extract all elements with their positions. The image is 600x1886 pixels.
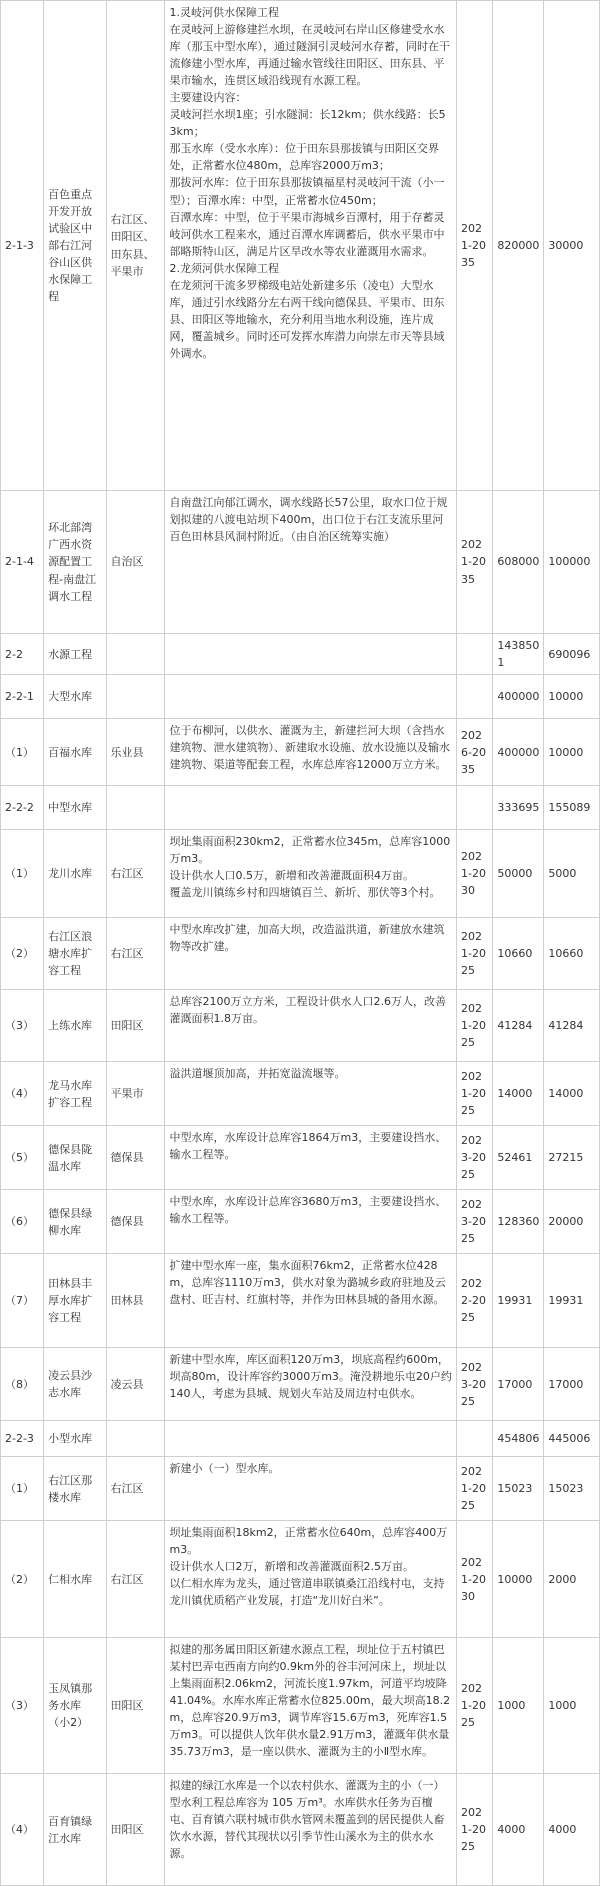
table-row <box>1 1062 600 1126</box>
total-investment: 52461 <box>493 1126 544 1190</box>
region: 右江区 <box>106 1521 165 1638</box>
table-row <box>1 918 600 990</box>
row-index: （1） <box>1 1457 44 1521</box>
project-name: 龙马水库扩容工程 <box>44 1062 106 1126</box>
project-description <box>165 990 457 1062</box>
description-line: 设计供水人口0.5万，新增和改善灌溉面积4万亩。 <box>169 869 414 883</box>
project-description <box>165 1 457 491</box>
table-row <box>1 1774 600 1886</box>
planned-investment: 20000 <box>544 1190 600 1254</box>
construction-period: 2023-2025 <box>457 1126 493 1190</box>
project-name: 仁相水库 <box>44 1521 106 1638</box>
construction-period: 2023-2025 <box>457 1348 493 1421</box>
description-line: 百潭水库：中型，位于平果市海城乡百潭村，用于存蓄灵岐河供水工程来水，通过百潭水库调蓄后，供水平果市中部略斯特山区，满足片区旱改水等农业灌溉用水需求。 <box>169 210 445 258</box>
construction-period: 2021-2025 <box>457 1457 493 1521</box>
project-description <box>165 1421 457 1457</box>
construction-period <box>457 1421 493 1457</box>
table-row <box>1 1126 600 1190</box>
project-name: 小型水库 <box>44 1421 106 1457</box>
table-row <box>1 634 600 675</box>
construction-period <box>457 675 493 719</box>
construction-period: 2021-2025 <box>457 1774 493 1886</box>
total-investment: 333695 <box>493 786 544 830</box>
description-line: 扩建中型水库一座，集水面积76km2，正常蓄水位428m，总库容1110万m3，供水对象为潞城乡政府驻地及云盘村、旺吉村、红旗村等，并作为田林县城的备用水源。 <box>169 1259 446 1307</box>
project-description <box>165 918 457 990</box>
total-investment: 4000 <box>493 1774 544 1886</box>
region: 田阳区 <box>106 1638 165 1774</box>
description-line: 新建小（一）型水库。 <box>169 1462 280 1476</box>
region: 德保县 <box>106 1126 165 1190</box>
project-description <box>165 1254 457 1348</box>
construction-period: 2021-2025 <box>457 1062 493 1126</box>
planned-investment: 10660 <box>544 918 600 990</box>
region: 右江区、田阳区、田东县、平果市 <box>106 1 165 491</box>
table-body <box>1 1 600 1886</box>
construction-period: 2021-2030 <box>457 1521 493 1638</box>
description-line: 新建中型水库，库区面积120万m3，坝底高程约600m，坝高80m，设计库容约3000万m3。淹没耕地乐屯20户约140人，考虑为县城、规划火车站及周边村屯供水。 <box>169 1353 452 1401</box>
total-investment: 14000 <box>493 1062 544 1126</box>
region: 右江区 <box>106 1457 165 1521</box>
region: 平果市 <box>106 1062 165 1126</box>
total-investment: 400000 <box>493 719 544 786</box>
description-line: 在灵岐河上游修建拦水坝，在灵岐河右岸山区修建受水水库（那玉中型水库），通过隧洞引灵岐河水存蓄，同时在干流修建小型水库，再通过输水管线往田阳区、田东县、平果市输水，连贯区域沿线现有水源工程。 <box>169 23 450 88</box>
project-name: 右江区那楼水库 <box>44 1457 106 1521</box>
description-line: 以仁相水库为龙头，通过管道串联镇桑江沿线村屯，支持龙川镇优质稻产业发展，打造“龙川好白米”。 <box>169 1577 445 1608</box>
row-index: 2-1-3 <box>1 1 44 491</box>
construction-period: 2021-2025 <box>457 1638 493 1774</box>
region: 乐业县 <box>106 719 165 786</box>
table-row <box>1 719 600 786</box>
region <box>106 1421 165 1457</box>
description-line: 主要建设内容： <box>169 91 247 105</box>
project-description <box>165 675 457 719</box>
project-description <box>165 830 457 918</box>
row-index: （2） <box>1 1521 44 1638</box>
project-description <box>165 1774 457 1886</box>
project-description <box>165 719 457 786</box>
project-name: 德保县陇温水库 <box>44 1126 106 1190</box>
row-index: （1） <box>1 830 44 918</box>
table-row <box>1 1190 600 1254</box>
construction-period: 2021-2035 <box>457 1 493 491</box>
row-index: 2-2-2 <box>1 786 44 830</box>
planned-investment: 27215 <box>544 1126 600 1190</box>
row-index: （4） <box>1 1062 44 1126</box>
construction-period <box>457 634 493 675</box>
project-description <box>165 1638 457 1774</box>
planned-investment: 15023 <box>544 1457 600 1521</box>
planned-investment: 41284 <box>544 990 600 1062</box>
table-row <box>1 491 600 634</box>
table-row <box>1 990 600 1062</box>
total-investment: 10660 <box>493 918 544 990</box>
total-investment: 1438501 <box>493 634 544 675</box>
description-line: 2.龙须河供水保障工程 <box>169 261 279 275</box>
row-index: （5） <box>1 1126 44 1190</box>
row-index: 2-2 <box>1 634 44 675</box>
row-index: （6） <box>1 1190 44 1254</box>
project-name: 百色重点开发开放试验区中部右江河谷山区供水保障工程 <box>44 1 106 491</box>
planned-investment: 30000 <box>544 1 600 491</box>
project-description <box>165 1521 457 1638</box>
row-index: 2-1-4 <box>1 491 44 634</box>
project-description <box>165 491 457 634</box>
table-row <box>1 675 600 719</box>
table-row <box>1 1457 600 1521</box>
region <box>106 675 165 719</box>
region: 自治区 <box>106 491 165 634</box>
total-investment: 400000 <box>493 675 544 719</box>
description-line: 中型水库改扩建，加高大坝，改造溢洪道，新建放水建筑物等改扩建。 <box>169 923 445 954</box>
project-name: 田林县丰厚水库扩容工程 <box>44 1254 106 1348</box>
row-index: 2-2-1 <box>1 675 44 719</box>
project-description <box>165 786 457 830</box>
description-line: 坝址集雨面积18km2，正常蓄水位640m，总库容400万m3。 <box>169 1526 448 1557</box>
construction-period <box>457 786 493 830</box>
region: 田阳区 <box>106 1774 165 1886</box>
project-name: 中型水库 <box>44 786 106 830</box>
region <box>106 786 165 830</box>
description-line: 中型水库，水库设计总库容1864万m3，主要建设挡水、输水工程等。 <box>169 1131 447 1162</box>
region: 凌云县 <box>106 1348 165 1421</box>
region: 田阳区 <box>106 990 165 1062</box>
project-description <box>165 1348 457 1421</box>
project-description <box>165 1062 457 1126</box>
planned-investment: 10000 <box>544 675 600 719</box>
description-line: 1.灵岐河供水保障工程 <box>169 6 279 19</box>
planned-investment: 4000 <box>544 1774 600 1886</box>
description-line: 灵岐河拦水坝1座；引水隧洞：长12km；供水线路：长53km； <box>169 108 446 139</box>
row-index: （1） <box>1 719 44 786</box>
total-investment: 454806 <box>493 1421 544 1457</box>
project-name: 百育镇绿江水库 <box>44 1774 106 1886</box>
project-name: 环北部湾广西水资源配置工程-南盘江调水工程 <box>44 491 106 634</box>
project-description <box>165 1190 457 1254</box>
project-name: 右江区浪塘水库扩容工程 <box>44 918 106 990</box>
construction-period: 2021-2030 <box>457 830 493 918</box>
region: 右江区 <box>106 918 165 990</box>
total-investment: 820000 <box>493 1 544 491</box>
row-index: （4） <box>1 1774 44 1886</box>
construction-period: 2021-2025 <box>457 918 493 990</box>
construction-period: 2021-2035 <box>457 491 493 634</box>
table-row <box>1 1 600 491</box>
row-index: （2） <box>1 918 44 990</box>
total-investment: 1000 <box>493 1638 544 1774</box>
description-line: 总库容2100万立方米，工程设计供水人口2.6万人，改善灌溉面积1.8万亩。 <box>169 995 446 1026</box>
region: 田林县 <box>106 1254 165 1348</box>
table-row <box>1 1254 600 1348</box>
project-name: 水源工程 <box>44 634 106 675</box>
project-name: 龙川水库 <box>44 830 106 918</box>
table-row <box>1 1521 600 1638</box>
description-line: 自南盘江向郁江调水，调水线路长57公里，取水口位于规划拟建的八渡电站坝下400m，出口位于右江支流乐里河百色田林县风洞村附近。（由自治区统筹实施） <box>169 496 448 544</box>
project-name: 玉凤镇那务水库（小2） <box>44 1638 106 1774</box>
row-index: （8） <box>1 1348 44 1421</box>
total-investment: 41284 <box>493 990 544 1062</box>
planned-investment: 155089 <box>544 786 600 830</box>
project-name: 上练水库 <box>44 990 106 1062</box>
region: 德保县 <box>106 1190 165 1254</box>
table-row <box>1 830 600 918</box>
description-line: 在龙须河干流多罗梯级电站处新建多乐（凌屯）大型水库，通过引水线路分左右两干线向德保县、平果市、田东县、田阳区等地输水，充分利用当地水利设施，连片成网，覆盖城乡。同时还可发挥水库潜力向崇左市天等县域外调水。 <box>169 278 445 360</box>
construction-period: 2021-2025 <box>457 990 493 1062</box>
description-line: 坝址集雨面积230km2，正常蓄水位345m，总库容1000万m3。 <box>169 835 451 866</box>
planned-investment: 100000 <box>544 491 600 634</box>
description-line: 溢洪道堰顶加高，并拓宽溢流堰等。 <box>169 1067 346 1081</box>
construction-period: 2026-2035 <box>457 719 493 786</box>
table-row <box>1 1348 600 1421</box>
project-name: 百福水库 <box>44 719 106 786</box>
planned-investment: 445006 <box>544 1421 600 1457</box>
project-description <box>165 1457 457 1521</box>
region: 右江区 <box>106 830 165 918</box>
project-description <box>165 1126 457 1190</box>
total-investment: 19931 <box>493 1254 544 1348</box>
planned-investment: 14000 <box>544 1062 600 1126</box>
total-investment: 10000 <box>493 1521 544 1638</box>
planned-investment: 690096 <box>544 634 600 675</box>
description-line: 覆盖龙川镇练乡村和四塘镇百兰、新圻、那伏等3个村。 <box>169 886 441 900</box>
planned-investment: 19931 <box>544 1254 600 1348</box>
description-line: 中型水库，水库设计总库容3680万m3，主要建设挡水、输水工程等。 <box>169 1195 447 1226</box>
row-index: （3） <box>1 990 44 1062</box>
planned-investment: 5000 <box>544 830 600 918</box>
project-name: 大型水库 <box>44 675 106 719</box>
table-row <box>1 1421 600 1457</box>
total-investment: 608000 <box>493 491 544 634</box>
description-line: 拟建的绿江水库是一个以农村供水、灌溉为主的小（一）型水利工程总库容为 105 万m³。水库供水任务为百檀屯、百育镇六联村城市供水管网未覆盖到的居民提供人畜饮水水源，替代其现状以引季节性山溪水为主的供水水源。 <box>169 1779 445 1861</box>
total-investment: 15023 <box>493 1457 544 1521</box>
description-line: 拟建的那务属田阳区新建水源点工程，坝址位于五村镇巴某村巴弄屯西南方向约0.9km外的谷丰河河床上，坝址以上集雨面积2.06km2，河流长度1.97km，河道平均坡降41.04%。水库水库正常蓄水位825.00m，最大坝高18.2m，总库容20.9万m3，调节库容15.6万m3，死库容1.5万m3。可以提供人饮年供水量2.91万m3，灌溉年供水量35.73万m3，是一座以供水、灌溉为主的小Ⅱ型水库。 <box>169 1643 451 1759</box>
table-row <box>1 1638 600 1774</box>
project-name: 凌云县沙志水库 <box>44 1348 106 1421</box>
row-index: （3） <box>1 1638 44 1774</box>
total-investment: 17000 <box>493 1348 544 1421</box>
description-line: 那玉水库（受水水库）：位于田东县那拔镇与田阳区交界处，正常蓄水位480m，总库容2000万m3； <box>169 142 439 173</box>
planned-investment: 17000 <box>544 1348 600 1421</box>
total-investment: 128360 <box>493 1190 544 1254</box>
row-index: 2-2-3 <box>1 1421 44 1457</box>
total-investment: 50000 <box>493 830 544 918</box>
description-line: 位于布柳河，以供水、灌溉为主，新建拦河大坝（含挡水建筑物、泄水建筑物）、新建取水设施、放水设施以及输水建筑物、渠道等配套工程，水库总库容12000万立方米。 <box>169 724 450 772</box>
planned-investment: 10000 <box>544 719 600 786</box>
region <box>106 634 165 675</box>
row-index: （7） <box>1 1254 44 1348</box>
description-line: 那拔河水库：位于田东县那拔镇福星村灵岐河干流（小一型）；百潭水库：中型，正常蓄水位450m； <box>169 176 445 207</box>
description-line: 设计供水人口2万，新增和改善灌溉面积2.5万亩。 <box>169 1560 414 1574</box>
project-name: 德保县绿柳水库 <box>44 1190 106 1254</box>
planned-investment: 2000 <box>544 1521 600 1638</box>
project-description <box>165 634 457 675</box>
table-row <box>1 786 600 830</box>
construction-period: 2023-2025 <box>457 1190 493 1254</box>
planned-investment: 1000 <box>544 1638 600 1774</box>
construction-period: 2022-2025 <box>457 1254 493 1348</box>
